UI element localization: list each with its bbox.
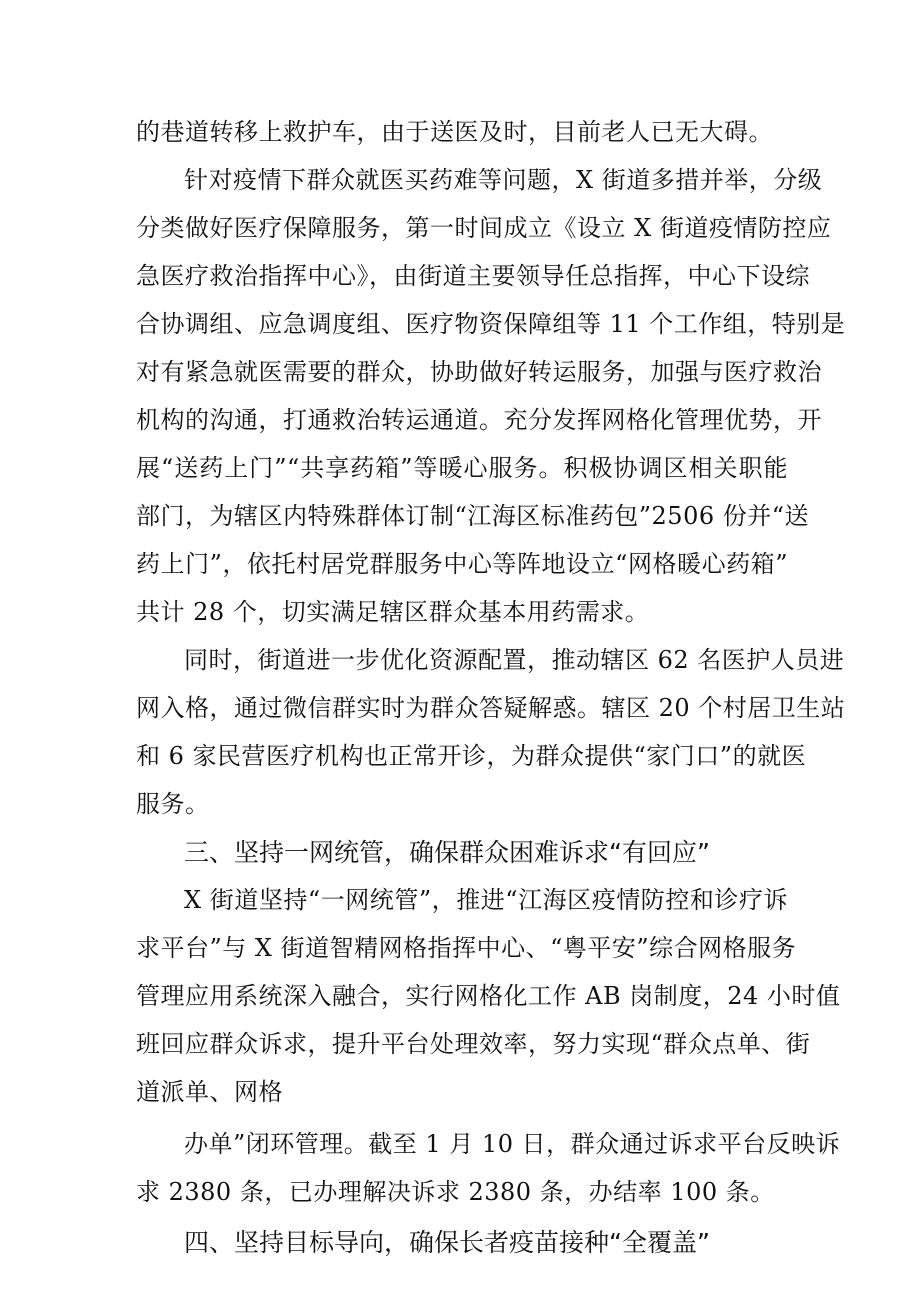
paragraph-line: 的巷道转移上救护车，由于送医及时，目前老人已无大碍。 bbox=[136, 118, 773, 146]
paragraph-line: 班回应群众诉求，提升平台处理效率，努力实现“群众点单、街 bbox=[136, 1030, 811, 1058]
paragraph-line: 网入格，通过微信群实时为群众答疑解惑。辖区 20 个村居卫生站 bbox=[136, 694, 846, 722]
paragraph-line: 部门，为辖区内特殊群体订制“江海区标准药包”2506 份并“送 bbox=[136, 502, 810, 530]
paragraph-line: 展“送药上门”“共享药箱”等暖心服务。积极协调区相关职能 bbox=[136, 454, 788, 482]
paragraph-line: 急医疗救治指挥中心》，由街道主要领导任总指挥，中心下设综 bbox=[136, 262, 810, 290]
paragraph-line: 分类做好医疗保障服务，第一时间成立《设立 X 街道疫情防控应 bbox=[136, 214, 832, 242]
section-heading-3: 三、坚持一网统管，确保群众困难诉求“有回应” bbox=[184, 838, 710, 867]
paragraph-line: 办单”闭环管理。截至 1 月 10 日，群众通过诉求平台反映诉 bbox=[184, 1130, 841, 1158]
paragraph-line: 对有紧急就医需要的群众，协助做好转运服务，加强与医疗救治 bbox=[136, 358, 822, 386]
paragraph-line: 共计 28 个，切实满足辖区群众基本用药需求。 bbox=[136, 598, 650, 626]
paragraph-line: 和 6 家民营医疗机构也正常开诊，为群众提供“家门口”的就医 bbox=[136, 742, 807, 770]
paragraph-line: 求平台”与 X 街道智精网格指挥中心、“粤平安”综合网格服务 bbox=[136, 934, 797, 962]
paragraph-line: 求 2380 条，已办理解决诉求 2380 条，办结率 100 条。 bbox=[136, 1178, 775, 1206]
paragraph-line: 管理应用系统深入融合，实行网格化工作 AB 岗制度，24 小时值 bbox=[136, 982, 841, 1010]
section-heading-4: 四、坚持目标导向，确保长者疫苗接种“全覆盖” bbox=[184, 1228, 710, 1257]
paragraph-line: 道派单、网格 bbox=[136, 1078, 283, 1106]
paragraph-line: 服务。 bbox=[136, 790, 210, 818]
paragraph-line: 药上门”，依托村居党群服务中心等阵地设立“网格暖心药箱” bbox=[136, 550, 788, 578]
paragraph-line: 合协调组、应急调度组、医疗物资保障组等 11 个工作组，特别是 bbox=[136, 310, 846, 338]
paragraph-line: 机构的沟通，打通救治转运通道。充分发挥网格化管理优势，开 bbox=[136, 406, 822, 434]
paragraph-line: X 街道坚持“一网统管”，推进“江海区疫情防控和诊疗诉 bbox=[184, 886, 788, 914]
paragraph-line: 同时，街道进一步优化资源配置，推动辖区 62 名医护人员进 bbox=[184, 646, 845, 674]
paragraph-line: 针对疫情下群众就医买药难等问题，X 街道多措并举，分级 bbox=[184, 166, 823, 194]
